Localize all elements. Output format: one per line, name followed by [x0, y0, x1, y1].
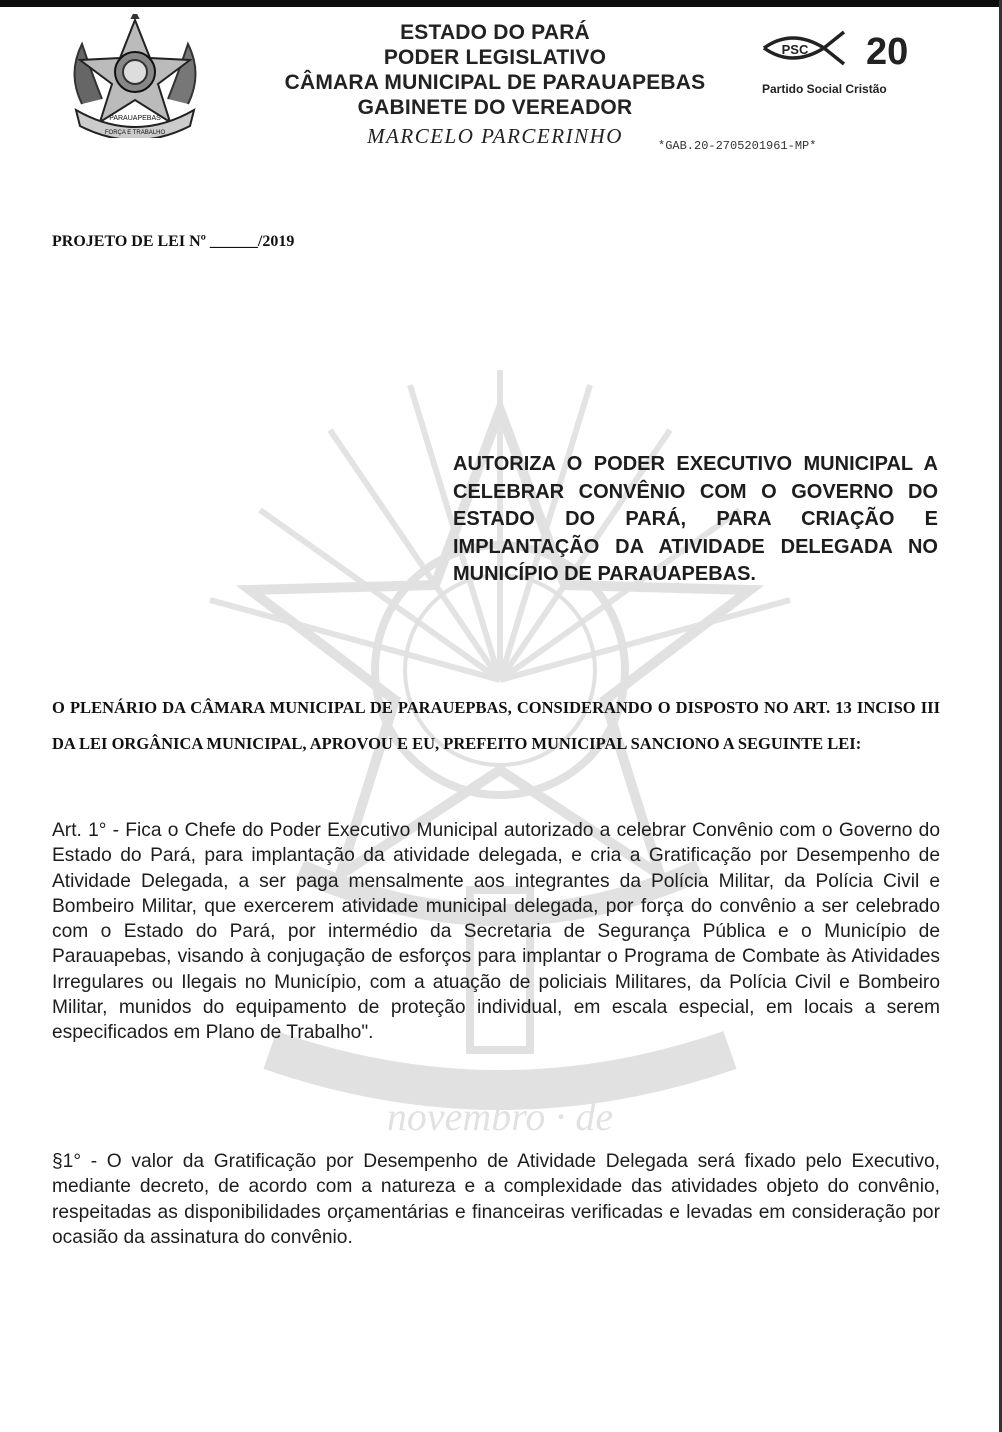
- bill-title: PROJETO DE LEI Nº ______/2019: [52, 233, 295, 250]
- paragraph-1: §1° - O valor da Gratificação por Desempenho de Atividade Delegada será fixado pelo Executivo, mediante decreto, de acordo com a natureza e a complexidade das atividades objeto do convênio, respeitadas as disponibilidades orçamentárias e financeiras verificadas e levadas em consideração por ocasião da assinatura do convênio.: [52, 1151, 940, 1248]
- letterhead: [230, 20, 760, 149]
- party-number: 20: [866, 31, 909, 73]
- enactment-preamble: O PLENÁRIO DA CÂMARA MUNICIPAL DE PARAUEPBAS, CONSIDERANDO O DISPOSTO NO ART. 13 INCISO III DA LEI ORGÂNICA MUNICIPAL, APROVOU E EU, PREFEITO MUNICIPAL SANCIONO A SEGUINTE LEI:: [52, 698, 940, 753]
- municipal-crest: [62, 14, 208, 138]
- page-top-edge: [0, 0, 1002, 7]
- bill-summary: AUTORIZA O PODER EXECUTIVO MUNICIPAL A CELEBRAR CONVÊNIO COM O GOVERNO DO ESTADO DO PARÁ, PARA CRIAÇÃO E IMPLANTAÇÃO DA ATIVIDADE DELEGADA NO MUNICÍPIO DE PARAUAPEBAS.: [453, 453, 938, 585]
- header-state: ESTADO DO PARÁ: [400, 21, 590, 44]
- svg-text:novembro · de: novembro · de: [386, 1094, 614, 1139]
- header-office: GABINETE DO VEREADOR: [357, 96, 633, 119]
- crest-ribbon-text: PARAUAPEBAS: [109, 115, 161, 122]
- councilor-name: MARCELO PARCERINHO: [367, 124, 623, 148]
- document-code: *GAB.20-2705201961-MP*: [658, 139, 817, 153]
- party-abbr: PSC: [781, 42, 809, 57]
- header-chamber: CÂMARA MUNICIPAL DE PARAUAPEBAS: [284, 71, 706, 94]
- article-1: Art. 1° - Fica o Chefe do Poder Executivo Municipal autorizado a celebrar Convênio com o Governo do Estado do Pará, para implantação da atividade delegada, e cria a Gratificação por Desempenho de Atividade Delegada, a ser paga mensalmente aos integrantes da Polícia Militar, da Polícia Civil e Bombeiro Militar, que exercerem atividade municipal delegada, por força do convênio a ser celebrado com o Estado do Pará, por intermédio da Secretaria de Segurança Pública e o Município de Parauapebas, visando à conjugação de esforços para implantar o Programa de Combate às Atividades Irregulares ou Ilegais no Município, com a atuação de policiais Militares, da Polícia Civil e Bombeiro Militar, munidos do equipamento de proteção individual, em escala especial, em locais a serem especificados em Plano de Trabalho".: [52, 820, 940, 1044]
- header-branch: PODER LEGISLATIVO: [383, 46, 607, 69]
- crest-motto: FORÇA E TRABALHO: [104, 130, 166, 136]
- party-name: Partido Social Cristão: [762, 82, 887, 96]
